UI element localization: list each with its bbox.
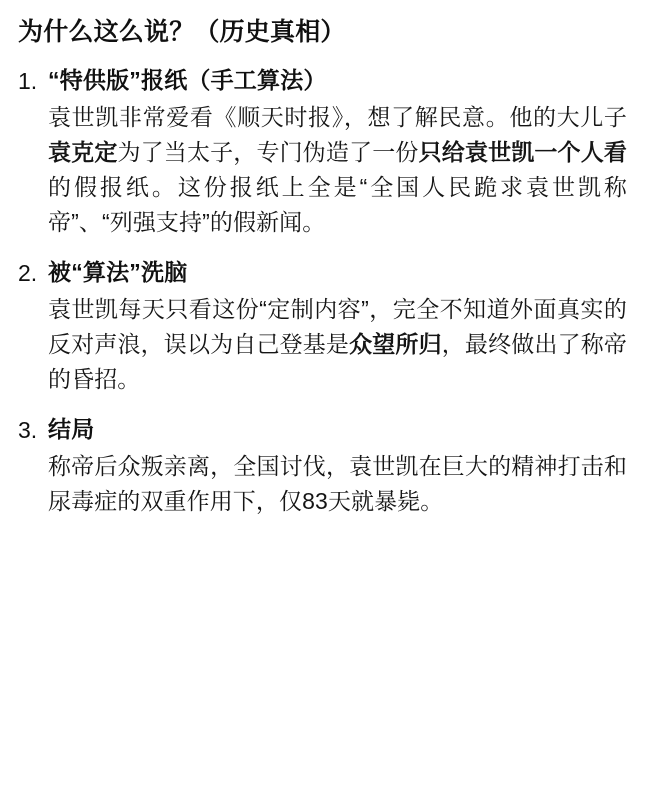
list-item-text: 称帝后众叛亲离，全国讨伐，袁世凯在巨大的精神打击和尿毒症的双重作用下，仅83天就暴毙。	[48, 453, 627, 515]
list-item-body	[48, 256, 627, 397]
list-item	[18, 256, 627, 397]
list-item-marker: 1.	[18, 67, 38, 94]
list-item-body	[48, 413, 627, 519]
list-item-heading: “特供版”报纸（手工算法）	[48, 66, 327, 93]
list-item-marker: 2.	[18, 259, 38, 286]
list-item-text: 袁世凯非常爱看《顺天时报》，想了解民意。他的大儿子袁克定为了当太子，专门伪造了一份只给袁世凯一个人看的假报纸。这份报纸上全是“全国人民跪求袁世凯称帝”、“列强支持”的假新闻。	[48, 104, 627, 235]
list-item	[18, 64, 627, 240]
page-title: 为什么这么说？（历史真相）	[18, 18, 346, 46]
list-item	[18, 413, 627, 519]
list-item-body	[48, 64, 627, 240]
list-item-heading: 结局	[48, 416, 95, 443]
list-item-text: 袁世凯每天只看这份“定制内容”，完全不知道外面真实的反对声浪，误以为自己登基是众望所归，最终做出了称帝的昏招。	[48, 296, 627, 393]
list-item-heading: 被“算法”洗脑	[48, 258, 188, 285]
list-item-marker: 3.	[18, 417, 38, 444]
bottom-spacer	[18, 535, 627, 553]
